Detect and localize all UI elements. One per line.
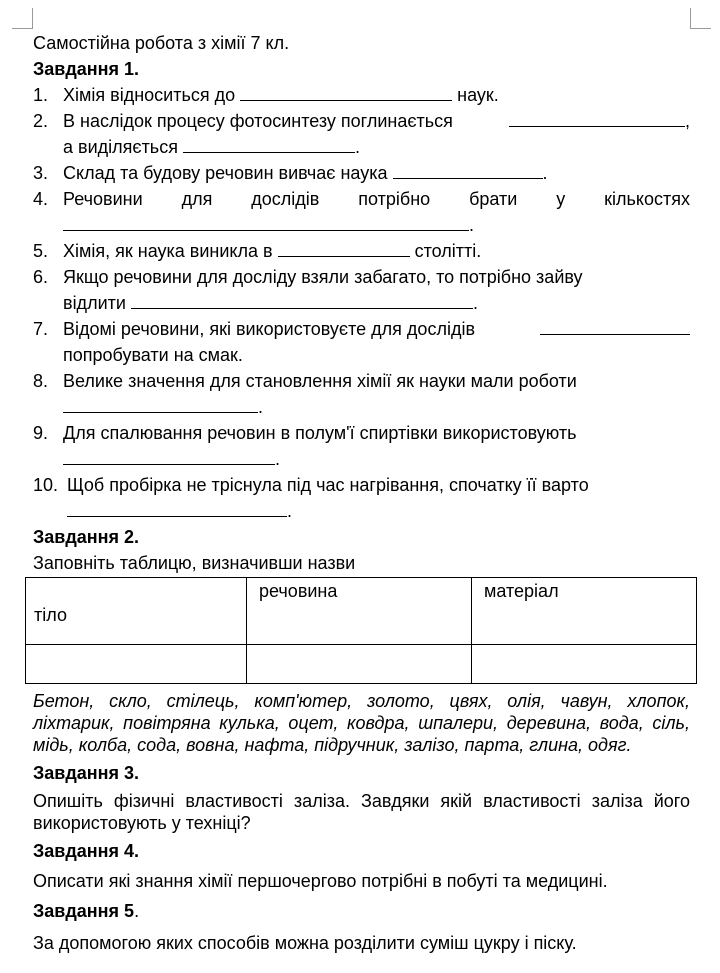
task1-item-10: 10. Щоб пробірка не тріснула під час нагрівання, спочатку її варто . [33, 475, 589, 521]
task1-item-2: 2. В наслідок процесу фотосинтезу поглинається , а виділяється . [33, 108, 690, 160]
table-cell-empty[interactable] [472, 645, 697, 684]
table-cell-empty[interactable] [26, 645, 247, 684]
task1-heading: Завдання 1. [33, 59, 140, 79]
task1-item-6: 6. Якщо речовини для досліду взяли забагато, то потрібно зайву відлити . [33, 267, 583, 313]
answer-blank [63, 212, 469, 231]
task1-item-5: 5. Хімія, як наука виникла в столітті. [33, 238, 690, 264]
table-header-body: тіло [26, 578, 247, 645]
document-page [33, 28, 690, 956]
answer-blank [183, 134, 355, 153]
task1-item-1: 1. Хімія відноситься до наук. [33, 82, 690, 108]
answer-blank [131, 290, 473, 309]
answer-blank [67, 498, 287, 517]
answer-blank [393, 160, 543, 179]
task1-list [33, 82, 690, 524]
answer-blank [240, 82, 452, 101]
crop-mark-top-right [690, 8, 711, 29]
task1-item-3: 3. Склад та будову речовин вивчає наука . [33, 160, 690, 186]
task4-text: Описати які знання хімії першочергово потрібні в побуті та медицині. [33, 871, 608, 891]
task5-text: За допомогою яких способів можна розділити суміш цукру і піску. [33, 933, 577, 953]
task1-item-8: 8. Велике значення для становлення хімії як науки мали роботи . [33, 371, 577, 417]
classification-table [25, 577, 697, 684]
task5-heading: Завдання 5 [33, 901, 135, 921]
answer-blank [540, 316, 690, 335]
task4-heading: Завдання 4. [33, 841, 140, 861]
answer-blank [63, 446, 275, 465]
task1-item-9: 9. Для спалювання речовин в полум'ї спиртівки використовують . [33, 423, 577, 469]
task3-text: Опишіть фізичні властивості заліза. Завдяки якій властивості заліза його використовують у техніці? [33, 791, 690, 833]
task2-heading: Завдання 2. [33, 527, 140, 547]
answer-blank [278, 238, 410, 257]
table-header-material: матеріал [472, 578, 697, 645]
task2-instruction: Заповніть таблицю, визначивши назви [33, 553, 356, 573]
task1-item-4: 4. Речовини для дослідів потрібно брати у кількостях . [33, 189, 690, 235]
task5-heading-line: Завдання 5. [33, 901, 140, 921]
answer-blank [509, 108, 685, 127]
task2-word-list: Бетон, скло, стілець, комп'ютер, золото, цвях, олія, чавун, хлопок, ліхтарик, повітряна кулька, оцет, ковдра, шпалери, деревина, вода, сіль, мідь, колба, сода, вовна, нафта, підручник, залізо, парта, глина, одяг. [33, 691, 690, 755]
table-cell-empty[interactable] [247, 645, 472, 684]
document-title: Самостійна робота з хімії 7 кл. [33, 33, 290, 53]
answer-blank [63, 394, 258, 413]
task1-item-7: 7. Відомі речовини, які використовуєте для дослідів попробувати на смак. [33, 316, 690, 368]
crop-mark-top-left [12, 8, 33, 29]
task3-heading: Завдання 3. [33, 763, 140, 783]
table-header-substance: речовина [247, 578, 472, 645]
